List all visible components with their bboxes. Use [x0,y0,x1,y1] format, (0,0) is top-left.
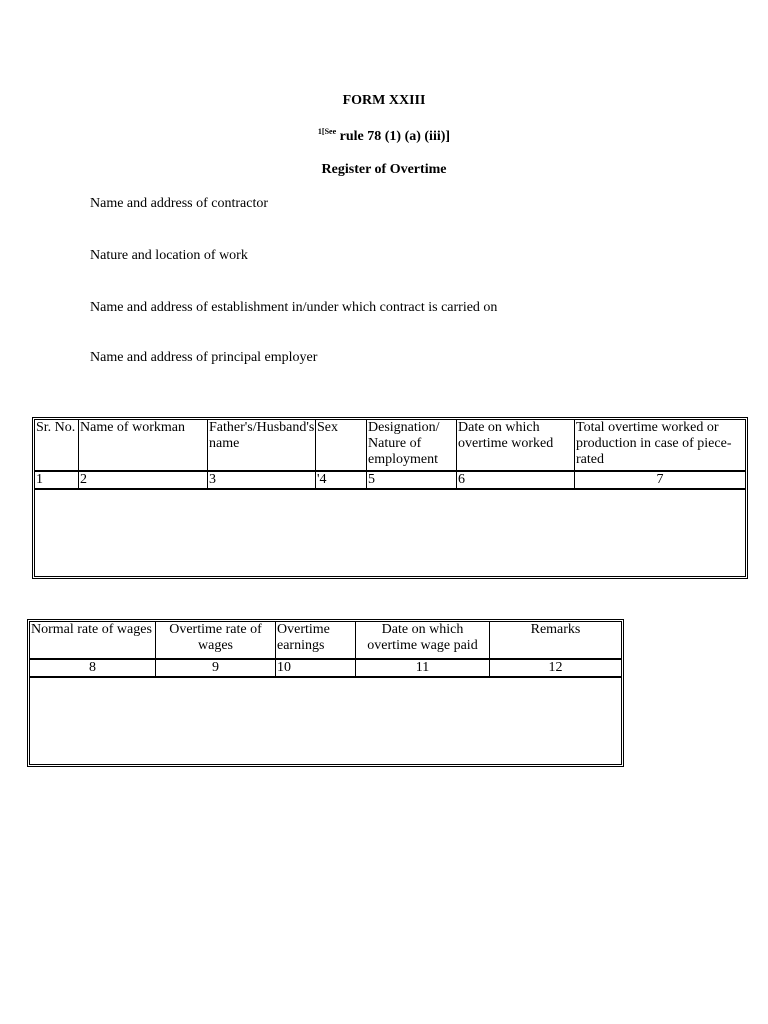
rule-footnote-marker: 1[See [317,127,337,136]
header-overtime-earnings: Overtime earnings [276,622,356,659]
column-number: 11 [356,659,490,677]
rule-text: rule 78 (1) (a) (iii)] [336,129,451,144]
field-contractor: Name and address of contractor [90,196,269,211]
register-title: Register of Overtime [321,162,447,177]
header-sex: Sex [316,420,367,471]
column-number: 2 [79,471,208,489]
header-name-of-workman: Name of workman [79,420,208,471]
header-date-overtime-worked: Date on which overtime worked [457,420,575,471]
header-father-husband-name: Father's/Husband's name [208,420,316,471]
blank-entry-area [30,677,621,764]
column-number-row [35,471,745,489]
header-normal-rate: Normal rate of wages [30,622,156,659]
field-nature-location: Nature and location of work [90,248,248,263]
overtime-register-table-2 [27,619,624,767]
column-number: '4 [316,471,367,489]
header-sr-no: Sr. No. [35,420,79,471]
form-title: FORM XXIII [342,93,426,108]
header-designation: Designation/ Nature of employment [367,420,457,471]
column-number: 1 [35,471,79,489]
column-number: 3 [208,471,316,489]
column-number: 7 [575,471,745,489]
column-number: 10 [276,659,356,677]
header-remarks: Remarks [490,622,621,659]
column-number-row [30,659,621,677]
field-principal-employer: Name and address of principal employer [90,350,318,365]
column-number: 5 [367,471,457,489]
overtime-register-table-1 [32,417,748,579]
header-date-wage-paid: Date on which overtime wage paid [356,622,490,659]
header-total-overtime: Total overtime worked or production in case of piece-rated [575,420,745,471]
table-header-row [35,420,745,471]
rule-reference [0,128,768,145]
header-overtime-rate: Overtime rate of wages [156,622,276,659]
table-header-row [30,622,621,659]
blank-entry-row [30,677,621,764]
blank-entry-area [35,489,745,576]
column-number: 9 [156,659,276,677]
field-establishment: Name and address of establishment in/under which contract is carried on [90,300,498,315]
column-number: 6 [457,471,575,489]
column-number: 8 [30,659,156,677]
column-number: 12 [490,659,621,677]
blank-entry-row [35,489,745,576]
